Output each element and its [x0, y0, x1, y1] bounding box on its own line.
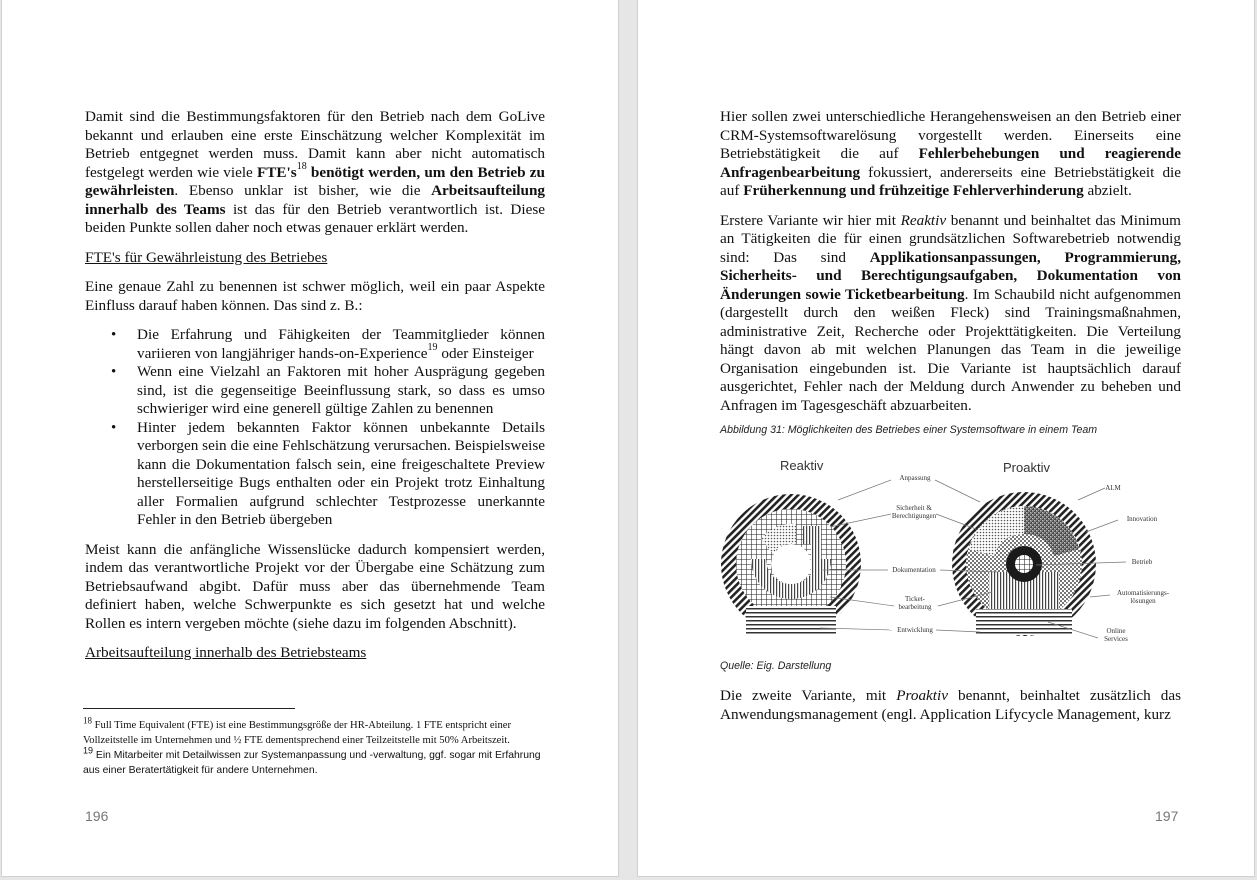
label-anpassung: Anpassung: [899, 474, 931, 482]
right-page-body: [720, 108, 1181, 426]
footnote-ref-19[interactable]: 19: [427, 342, 438, 354]
figure-reaktiv-proaktiv: [718, 452, 1188, 652]
paragraph-reaktiv: [720, 212, 1181, 416]
label-line: Online: [1106, 627, 1126, 635]
paragraph-approaches: [720, 108, 1181, 201]
text: Erstere Variante wir hier mit: [720, 211, 901, 229]
label-line: Automatisierungs-: [1116, 589, 1170, 597]
left-page-body: [85, 108, 545, 674]
bullet-text: Wenn eine Vielzahl an Faktoren mit hoher Ausprägung gegeben sind, ist die gegenseitige Beeinflussung stark, so dass es umso schwieriger wird eine generell gültige Zahlen zu benennen: [137, 363, 545, 417]
figure-title-proaktiv: Proaktiv: [1003, 460, 1050, 475]
text: Hier sollen zwei unterschiedliche Herangehensweisen an den Betrieb einer CRM-Systemsoftwarelösung vorgestellt werden. Einerseits eine Betriebstätigkeit die auf: [720, 108, 1181, 162]
text: Damit sind die Bestimmungsfaktoren für den Betrieb nach dem GoLive bekannt und erlauben eine erste Einschätzung welcher Komplexität im Betrieb entgegnet werden muss. Damit kann aber nicht automatisch festgelegt werden wie viele: [85, 108, 545, 181]
paragraph-compensation: Meist kann die anfängliche Wissenslücke dadurch kompensiert werden, indem das verantwortliche Projekt vor der Übergabe eine Schätzung zum Betriebsaufwand abgibt. Dafür muss aber das übernehmende Team definiert haben, welche Schwerpunkte es sich gesetzt hat und welche Rollen es intern vergeben möchte (siehe dazu im folgenden Abschnitt).: [85, 540, 545, 632]
text: benannt, beinhaltet zusätzlich das Anwendungsmanagement (engl. Application Lifycycle Management, kurz: [720, 687, 1181, 723]
footnote-number: 18: [83, 715, 92, 726]
bullet-item: [137, 363, 545, 419]
label-online-services: [1096, 627, 1136, 643]
label-line: Berechtigungen: [891, 512, 937, 520]
footnote-18: [83, 715, 545, 748]
bullet-item: [137, 419, 545, 530]
label-line: bearbeitung: [898, 603, 932, 611]
bold-text: Fehlerbehebungen und reagierende Anfragenbearbeitung: [720, 145, 1181, 181]
bullet-text: Hinter jedem bekannten Faktor können unbekannte Details verborgen sein die eine Fehlschätzung verursachen. Beispielsweise kann die Dokumentation falsch sein, eine freigeschaltete Preview herstellerseitige Bugs enthalten oder ein Projekt trotz Einhaltung aller Formalien aufgrund schlechter Testprozesse unerkannte Fehler in den Betrieb übergeben: [137, 418, 545, 528]
page-number-left: 196: [85, 808, 109, 824]
text: abzielt.: [1083, 182, 1132, 199]
label-sicherheit: [886, 504, 942, 520]
section-heading-fte: FTE's für Gewährleistung des Betriebes: [85, 248, 328, 266]
label-line: Sicherheit &: [896, 504, 932, 512]
label-alm: ALM: [1105, 484, 1121, 492]
bullet-text: Die Erfahrung und Fähigkeiten der Teammitglieder können variieren von langjähriger hands-on-Experience: [137, 326, 545, 362]
label-line: lösungen: [1130, 597, 1156, 605]
footnote-text: Ein Mitarbeiter mit Detailwissen zur Systemanpassung und -verwaltung, ggf. sogar mit Erfahrung aus einer Beratertätigkeit für andere Unternehmen.: [83, 750, 541, 776]
text: . Im Schaubild nicht aufgenommen (dargestellt durch den weißen Fleck) sind Trainingsmaßnahmen, administrative Zeit, Recherche oder Projekttätigkeiten. Die Verteilung hängt davon ab mit welchen Planungen das Team in die jeweilige Organisation eingebunden ist. Die Variante ist hauptsächlich darauf ausgerichtet, Fehler nach der Meldung durch Anwender zu beheben und Anfragen im Tagesgeschäft abzuarbeiten.: [720, 285, 1181, 414]
bold-text: FTE's: [257, 163, 297, 181]
paragraph-aspects: Eine genaue Zahl zu benennen ist schwer möglich, weil ein paar Aspekte Einfluss darauf haben können. Das sind z. B.:: [85, 278, 545, 314]
footnote-number: 19: [83, 745, 94, 756]
italic-text: Reaktiv: [900, 211, 947, 229]
text: ist das für den Betrieb verantwortlich ist. Diese beiden Punkte sollen daher noch etwas genauer erklärt werden.: [85, 200, 545, 236]
paragraph-proaktiv: [720, 687, 1181, 724]
label-betrieb: Betrieb: [1131, 558, 1153, 566]
footnotes: [83, 715, 545, 778]
text: benannt und beinhaltet das Minimum an Tätigkeiten die für einen grundsätzlichen Softwarebetrieb notwendig sind: Das sind: [720, 211, 1182, 266]
label-ticketbearbeitung: [890, 595, 940, 611]
label-dokumentation: Dokumentation: [892, 566, 936, 574]
figure-source: Quelle: Eig. Darstellung: [720, 660, 832, 672]
label-entwicklung: Entwicklung: [897, 626, 933, 634]
reaktiv-circle: [721, 494, 861, 634]
italic-text: Proaktiv: [896, 687, 948, 704]
footnote-text: Full Time Equivalent (FTE) ist eine Bestimmungsgröße der HR-Abteilung. 1 FTE entspricht einer Vollzeitstelle im Unternehmen und ½ FTE dementsprechend einer Teilzeitstelle mit 50% Arbeitszeit.: [83, 720, 511, 746]
diagram-circles: [718, 452, 1188, 652]
footnote-19: [83, 745, 545, 778]
bullet-text-tail: oder Einsteiger: [437, 344, 534, 362]
footnote-ref-18[interactable]: 18: [296, 161, 307, 173]
label-line: Ticket-: [905, 595, 925, 603]
right-page-body-continued: [720, 687, 1181, 735]
text: Die zweite Variante, mit: [720, 687, 897, 704]
bold-text: Arbeitsaufteilung innerhalb des Teams: [85, 182, 545, 218]
figure-caption: Abbildung 31: Möglichkeiten des Betriebes einer Systemsoftware in einem Team: [720, 424, 1098, 436]
intro-paragraph: [85, 108, 545, 238]
bold-text: Früherkennung und frühzeitige Fehlerverhinderung: [743, 182, 1084, 199]
bullet-item: [137, 326, 545, 363]
label-line: Services: [1104, 635, 1128, 643]
label-automatisierung: [1108, 589, 1178, 605]
figure-title-reaktiv: Reaktiv: [780, 458, 824, 473]
bold-text: Applikationsanpassungen, Programmierung, Sicherheits- und Berechtigungsaufgaben, Dokumentation von Änderungen sowie Ticketbearbeitung: [720, 248, 1181, 303]
label-innovation: Innovation: [1126, 515, 1158, 523]
footnote-separator: [83, 708, 295, 709]
bold-text: benötigt werden, um den Betrieb zu gewährleisten: [85, 163, 545, 199]
bullet-list: [85, 326, 545, 530]
section-heading-arbeitsaufteilung: Arbeitsaufteilung innerhalb des Betriebsteams: [85, 644, 367, 661]
text: . Ebenso unklar ist bisher, wie die: [174, 182, 432, 199]
text: fokussiert, andererseits eine Betriebstätigkeit die auf: [720, 163, 1181, 199]
page-number-right: 197: [1155, 808, 1179, 824]
